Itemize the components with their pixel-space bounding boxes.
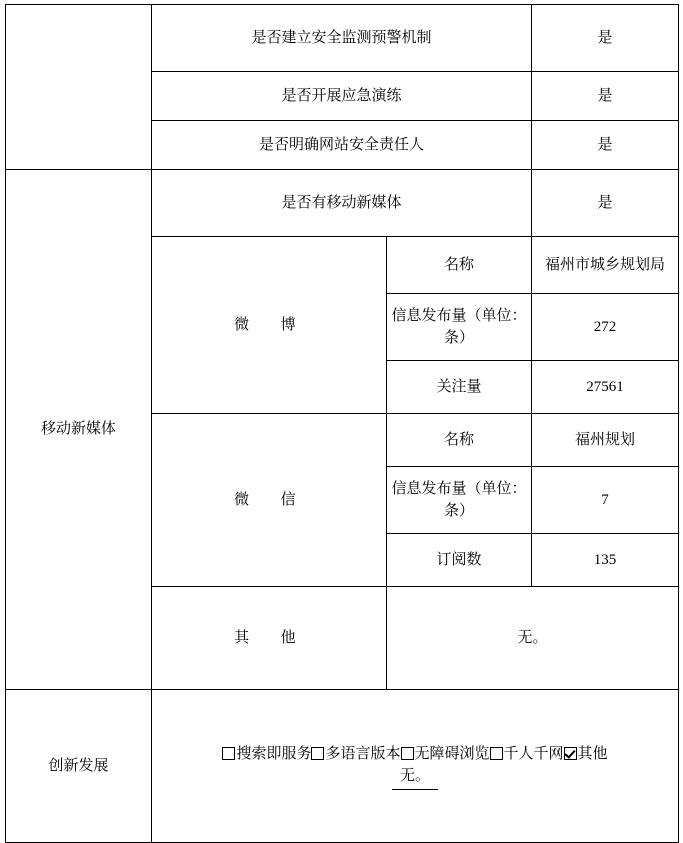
weibo-name-value: 福州市城乡规划局 xyxy=(532,237,679,294)
checkbox-icon[interactable] xyxy=(222,747,235,760)
weixin-publish-label: 信息发布量（单位：条） xyxy=(387,467,532,534)
row-label: 是否开展应急演练 xyxy=(152,72,532,121)
checkbox-icon[interactable] xyxy=(401,747,414,760)
weixin-name-value: 福州规划 xyxy=(532,414,679,467)
table-row xyxy=(6,5,679,72)
weixin-subscribers-value: 135 xyxy=(532,534,679,587)
innovation-options-cell xyxy=(152,690,679,843)
report-sheet xyxy=(0,4,683,784)
option-other[interactable] xyxy=(564,746,608,762)
other-media-label: 其 他 xyxy=(152,587,387,690)
weixin-subscribers-label: 订阅数 xyxy=(387,534,532,587)
table-row xyxy=(6,170,679,237)
row-value: 是 xyxy=(532,5,679,72)
option-personalized-web[interactable] xyxy=(490,746,564,762)
option-multilingual[interactable] xyxy=(311,746,400,762)
option-label: 搜索即服务 xyxy=(236,745,312,762)
checkbox-checked-icon[interactable] xyxy=(564,747,577,760)
mobile-media-section-label: 移动新媒体 xyxy=(6,170,152,690)
security-section-cell xyxy=(6,5,152,170)
row-label: 是否建立安全监测预警机制 xyxy=(152,5,532,72)
row-value: 是 xyxy=(532,121,679,170)
innovation-section-label: 创新发展 xyxy=(6,690,152,843)
option-accessibility[interactable] xyxy=(401,746,490,762)
weixin-name-label: 名称 xyxy=(387,414,532,467)
annual-report-table xyxy=(5,4,679,843)
row-label: 是否有移动新媒体 xyxy=(152,170,532,237)
weixin-label: 微 信 xyxy=(152,414,387,587)
row-value: 是 xyxy=(532,72,679,121)
weibo-publish-value: 272 xyxy=(532,294,679,361)
option-label: 千人千网 xyxy=(503,745,564,762)
table-row xyxy=(6,690,679,843)
weibo-followers-label: 关注量 xyxy=(387,361,532,414)
checkbox-icon[interactable] xyxy=(311,747,324,760)
innovation-note: 无。 xyxy=(392,765,438,790)
weixin-publish-value: 7 xyxy=(532,467,679,534)
weibo-followers-value: 27561 xyxy=(532,361,679,414)
weibo-publish-label: 信息发布量（单位：条） xyxy=(387,294,532,361)
weibo-label: 微 博 xyxy=(152,237,387,414)
option-label: 无障碍浏览 xyxy=(414,745,490,762)
weibo-name-label: 名称 xyxy=(387,237,532,294)
row-label: 是否明确网站安全责任人 xyxy=(152,121,532,170)
option-label: 多语言版本 xyxy=(325,745,401,762)
checkbox-icon[interactable] xyxy=(490,747,503,760)
other-media-value: 无。 xyxy=(387,587,679,690)
option-label: 其他 xyxy=(577,745,608,762)
option-search-as-service[interactable] xyxy=(222,746,311,762)
row-value: 是 xyxy=(532,170,679,237)
